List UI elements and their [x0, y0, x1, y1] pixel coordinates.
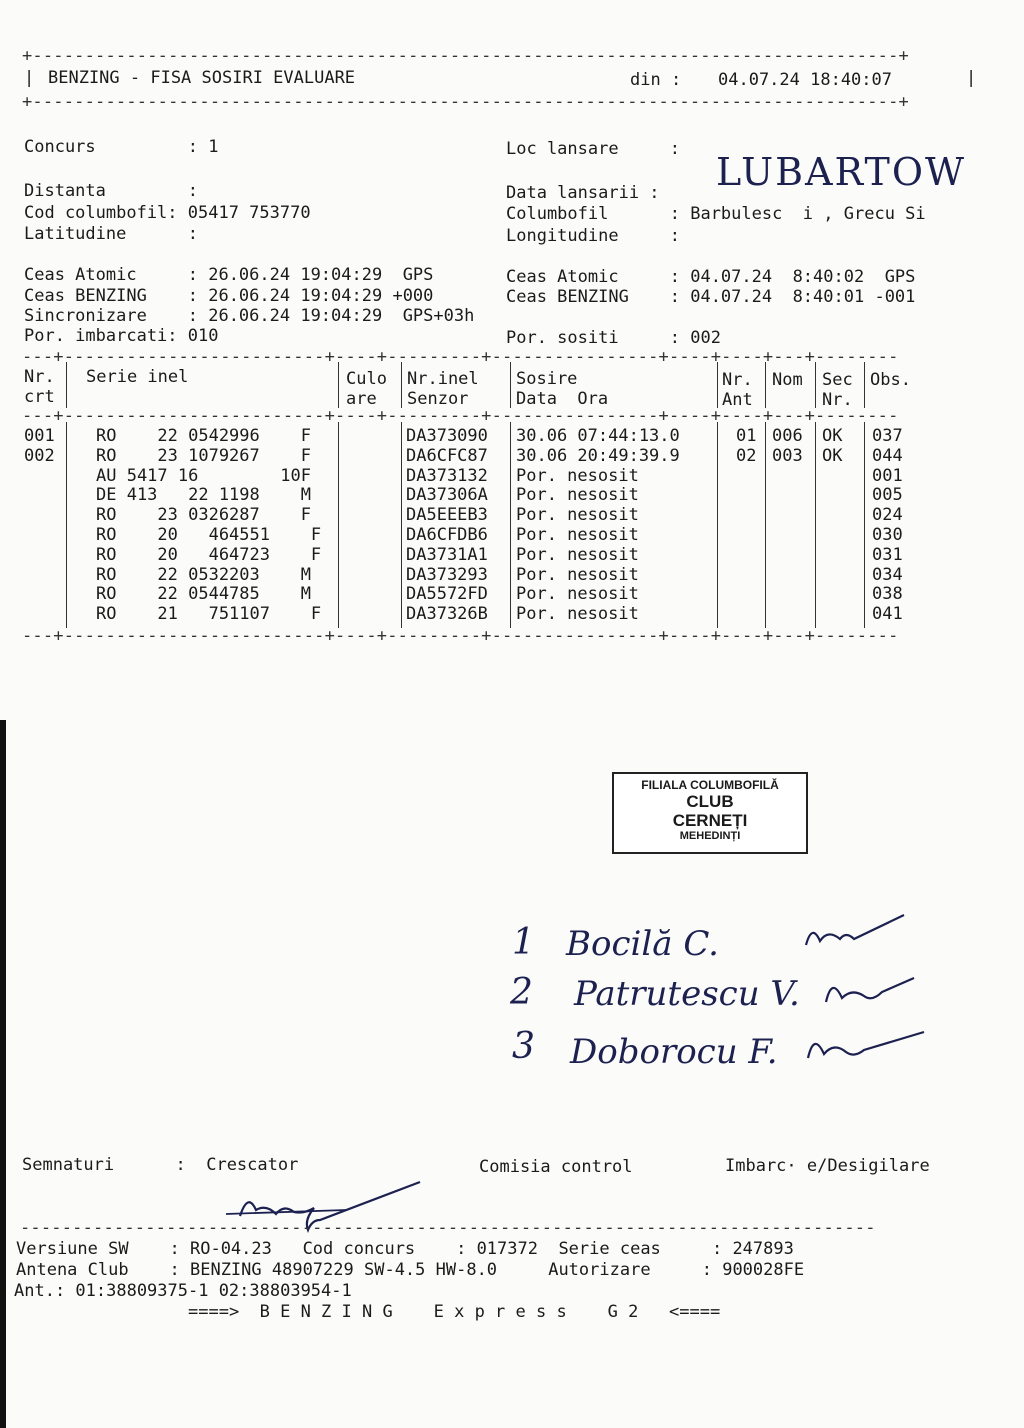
- cell-sosire: 30.06 20:49:39.9: [516, 445, 680, 466]
- clock-right-2: Ceas BENZING : 04.07.24 8:40:01 -001: [506, 287, 916, 307]
- stamp-line3: CERNEȚI: [672, 811, 748, 830]
- stamp-line1: FILIALA COLUMBOFILĂ: [641, 778, 779, 792]
- cell-senzor: DA37326B: [406, 604, 488, 625]
- cell-obs: 005: [872, 485, 903, 506]
- th-ant-1: Nr.: [722, 370, 753, 390]
- th-senzor-2: Senzor: [407, 389, 469, 409]
- cell-crt: 001: [24, 426, 55, 446]
- clock-right-1: Ceas Atomic : 04.07.24 8:40:02 GPS: [506, 267, 916, 287]
- cell-ant: 01: [736, 426, 757, 446]
- loc-handwritten: LUBARTOW: [716, 150, 967, 194]
- cell-obs: 041: [872, 604, 903, 625]
- th-serie-inel: Serie inel: [86, 367, 189, 387]
- hw-name-3: Doborocu F.: [570, 1032, 778, 1072]
- table-header-rule: ---+-------------------------+----+---------+----------------+----+----+---+--------: [22, 406, 899, 426]
- col-divider: [717, 422, 718, 628]
- cell-serie: RO 21 751107 F: [96, 604, 322, 625]
- th-obs: Obs.: [870, 370, 911, 390]
- initials-1: [806, 915, 904, 945]
- cell-sosire: Por. nesosit: [516, 525, 639, 545]
- footer-express: ====> B E N Z I N G E x p r e s s G 2 <====: [188, 1302, 721, 1322]
- header-din-label: din :: [630, 70, 682, 90]
- col-divider: [765, 362, 766, 408]
- col-divider: [765, 422, 766, 628]
- cell-obs: 024: [872, 505, 903, 526]
- cell-serie: RO 22 0544785 M: [96, 584, 311, 605]
- cell-obs: 001: [872, 465, 903, 486]
- col-divider: [338, 362, 339, 408]
- hw-num-3: 3: [512, 1026, 535, 1067]
- col-divider: [66, 362, 67, 408]
- cell-senzor: DA37306A: [406, 485, 488, 506]
- info-loc-lansare: Loc lansare :: [506, 139, 680, 159]
- cell-obs: 037: [872, 426, 903, 446]
- th-senzor-1: Nr.inel: [407, 369, 479, 389]
- cell-sosire: Por. nesosit: [516, 604, 639, 625]
- footer-antena: Antena Club : BENZING 48907229 SW-4.5 HW-8.0 Autorizare : 900028FE: [16, 1260, 805, 1280]
- header-bottom-rule: +-----------------------------------------------------------------------------------+: [22, 92, 909, 112]
- footer-ant: Ant.: 01:38809375-1 02:38803954-1: [14, 1281, 352, 1301]
- clock-left-4: Por. imbarcati: 010: [24, 326, 219, 346]
- th-nom: Nom: [772, 370, 803, 390]
- footer-versiune: Versiune SW : RO-04.23 Cod concurs : 017372 Serie ceas : 247893: [16, 1239, 794, 1259]
- cell-serie: RO 23 1079267 F: [96, 445, 311, 466]
- col-divider: [401, 362, 402, 408]
- col-divider: [717, 362, 718, 408]
- col-divider: [66, 422, 67, 628]
- th-sosire-1: Sosire: [516, 369, 578, 389]
- cell-sosire: Por. nesosit: [516, 505, 639, 526]
- hw-name-2: Patrutescu V.: [574, 974, 800, 1014]
- hw-name-1: Bocilă C.: [566, 924, 719, 964]
- col-divider: [510, 422, 511, 628]
- col-divider: [864, 362, 865, 408]
- cell-sec: OK: [822, 445, 843, 466]
- info-columbofil: Columbofil : Barbulesc i , Grecu Si: [506, 204, 926, 224]
- cell-obs: 044: [872, 445, 903, 466]
- cell-obs: 030: [872, 525, 903, 545]
- stamp-line2: CLUB: [686, 792, 734, 811]
- cell-senzor: DA373132: [406, 465, 488, 486]
- th-nr-crt-2: crt: [24, 387, 55, 407]
- th-sosire-2: Data Ora: [516, 389, 609, 409]
- cell-sosire: 30.06 07:44:13.0: [516, 426, 680, 446]
- cell-obs: 031: [872, 544, 903, 565]
- col-divider: [510, 362, 511, 408]
- cell-serie: RO 22 0542996 F: [96, 426, 311, 446]
- footer-semnaturi: Semnaturi : Crescator: [22, 1155, 299, 1175]
- header-left-bar: |: [24, 68, 35, 88]
- cell-senzor: DA5572FD: [406, 584, 488, 605]
- cell-serie: RO 23 0326287 F: [96, 505, 311, 526]
- th-culoare-2: are: [346, 389, 377, 409]
- footer-imbarcare: Imbarc· e/Desigilare: [725, 1156, 930, 1176]
- info-concurs: Concurs : 1: [24, 137, 219, 157]
- cell-obs: 034: [872, 564, 903, 585]
- initials-2: [826, 978, 914, 1002]
- th-sec-2: Nr.: [822, 390, 853, 410]
- col-divider: [864, 422, 865, 628]
- cell-sosire: Por. nesosit: [516, 485, 639, 506]
- header-title: BENZING - FISA SOSIRI EVALUARE: [48, 68, 356, 88]
- col-divider: [815, 422, 816, 628]
- hw-num-1: 1: [512, 922, 535, 963]
- th-sec-1: Sec: [822, 370, 853, 390]
- cell-obs: 038: [872, 584, 903, 605]
- cell-senzor: DA5EEEB3: [406, 505, 488, 526]
- cell-nom: 003: [772, 445, 803, 466]
- hw-num-2: 2: [510, 972, 533, 1013]
- info-longitudine: Longitudine :: [506, 226, 680, 246]
- cell-serie: RO 22 0532203 M: [96, 564, 311, 585]
- cell-senzor: DA6CFDB6: [406, 525, 488, 545]
- cell-sec: OK: [822, 426, 843, 446]
- cell-senzor: DA373293: [406, 564, 488, 585]
- initials-3: [808, 1032, 924, 1058]
- col-divider: [401, 422, 402, 628]
- th-culoare-1: Culo: [346, 369, 387, 389]
- cell-sosire: Por. nesosit: [516, 544, 639, 565]
- th-nr-crt-1: Nr.: [24, 367, 55, 387]
- cell-sosire: Por. nesosit: [516, 584, 639, 605]
- header-right-bar: |: [966, 68, 977, 88]
- clock-left-3: Sincronizare : 26.06.24 19:04:29 GPS+03h: [24, 306, 475, 326]
- clock-left-2: Ceas BENZING : 26.06.24 19:04:29 +000: [24, 286, 434, 306]
- table-bottom-rule: ---+-------------------------+----+---------+----------------+----+----+---+--------: [22, 626, 899, 646]
- signature-crescator-underline: [226, 1210, 346, 1214]
- cell-serie: RO 20 464723 F: [96, 544, 322, 565]
- info-distanta: Distanta :: [24, 181, 198, 201]
- stamp-line4: MEHEDINȚI: [679, 830, 741, 842]
- cell-sosire: Por. nesosit: [516, 564, 639, 585]
- th-ant-2: Ant: [722, 390, 753, 410]
- table-top-rule: ---+-------------------------+----+---------+----------------+----+----+---+--------: [22, 347, 899, 367]
- header-datetime: 04.07.24 18:40:07: [718, 70, 892, 90]
- col-divider: [338, 422, 339, 628]
- cell-sosire: Por. nesosit: [516, 465, 639, 486]
- cell-serie: RO 20 464551 F: [96, 525, 322, 545]
- scan-edge: [0, 720, 6, 1428]
- cell-senzor: DA3731A1: [406, 544, 488, 565]
- cell-senzor: DA6CFC87: [406, 445, 488, 466]
- clock-left-1: Ceas Atomic : 26.06.24 19:04:29 GPS: [24, 265, 434, 285]
- cell-senzor: DA373090: [406, 426, 488, 446]
- cell-crt: 002: [24, 445, 55, 466]
- info-latitudine: Latitudine :: [24, 224, 198, 244]
- cell-serie: DE 413 22 1198 M: [96, 485, 311, 506]
- footer-comisia: Comisia control: [479, 1157, 633, 1177]
- cell-ant: 02: [736, 445, 757, 466]
- header-top-rule: +-----------------------------------------------------------------------------------+: [22, 46, 909, 66]
- cell-nom: 006: [772, 426, 803, 446]
- clock-right-4: Por. sositi : 002: [506, 328, 721, 348]
- cell-serie: AU 5417 16 10F: [96, 465, 311, 486]
- club-stamp: [612, 772, 808, 854]
- col-divider: [815, 362, 816, 408]
- info-cod-columbofil: Cod columbofil: 05417 753770: [24, 203, 311, 223]
- footer-rule: ----------------------------------------------------------------------------------: [20, 1218, 876, 1238]
- info-data-lansarii: Data lansarii :: [506, 183, 660, 203]
